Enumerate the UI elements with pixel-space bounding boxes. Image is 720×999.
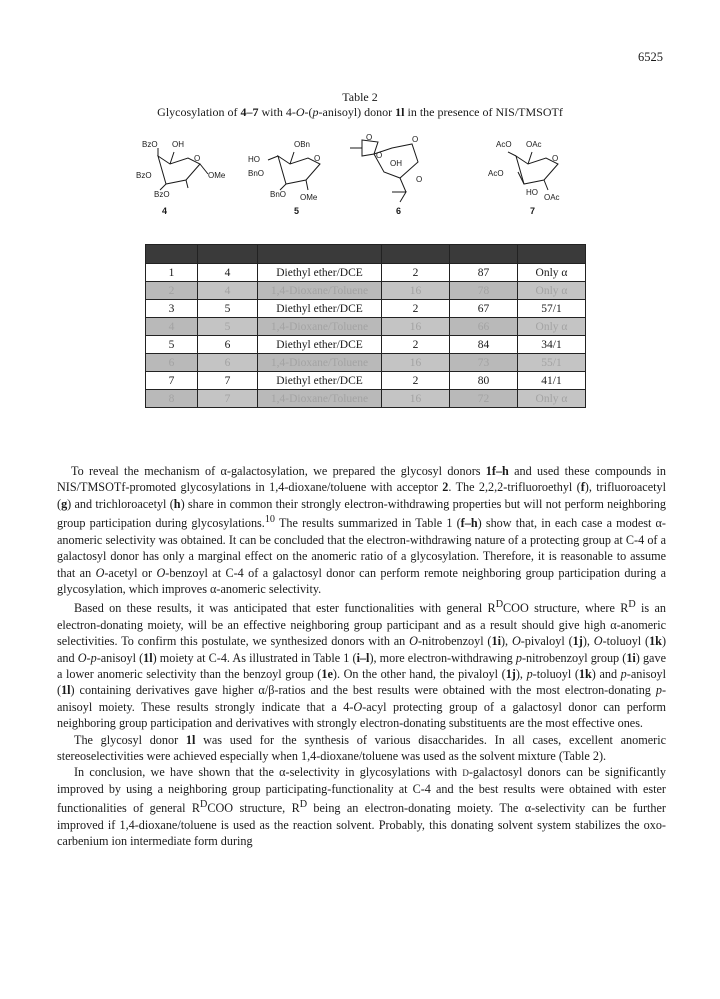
table-cell: 2 [382,300,450,318]
text-run: was used for the synthesis of various disaccharides. In all cases, excellent anomeric stereoselectivities were achieved especially when 1,4-dioxane/toluene was used as the solvent mixture (Table 2). [57,732,666,764]
text-run: 1l [143,650,153,665]
text-run: 1i [491,634,501,649]
table-cell: 7 [198,372,258,390]
table-cell: 2 [382,264,450,282]
text-run: O-p [77,650,97,665]
text-run: 2 [442,480,449,495]
svg-text:O: O [366,134,373,142]
text-run: In conclusion, we have shown that the α-selectivity in glycosylations with [74,765,463,780]
text-run: The glycosyl donor [74,732,186,747]
text-run: To reveal the mechanism of α-galactosylation, we prepared the glycosyl donors [71,464,486,478]
text-run: -toluoyl ( [532,667,579,681]
text-run: ), trifluoroacetyl ( [57,480,666,511]
text-run: ), [515,667,527,681]
table-cell: 7 [146,372,198,390]
table-cell: 7 [198,390,258,408]
text-run: p [620,667,627,681]
text-run: 1i [626,650,636,665]
svg-text:BnO: BnO [270,190,287,199]
text-run: O [95,565,105,580]
table-row [146,354,586,372]
svg-text:BnO: BnO [248,169,265,178]
table-cell: 6 [198,336,258,354]
svg-text:O: O [194,154,201,163]
text-run: -anisoyl moiety. These results strongly indicate that a 4- [57,683,666,714]
paragraph [57,463,666,597]
text-run: 1k [649,634,662,649]
paragraph [57,764,666,849]
text-run: O [511,634,521,649]
text-run: ) gave a lower anomeric selectivity than the benzoyl group ( [57,650,666,681]
text-run: p [526,667,533,681]
table-row [146,282,586,300]
table-label: Table 2 [342,90,378,104]
text-run: -acyl protecting group of a galactosyl donor can perform neighboring group participation and derivatives with strongly electron-donating substituents are the most effective ones. [57,699,666,731]
table-cell: 5 [198,318,258,336]
table-cell: 4 [198,264,258,282]
text-run: 1l [185,732,196,747]
text-run: i–l [356,650,370,665]
table-cell: 1,4-Dioxane/Toluene [258,354,382,372]
table-cell: 3 [146,300,198,318]
text-run: D [495,599,504,611]
table-cell: 16 [382,390,450,408]
table-cell: 2 [382,372,450,390]
text-run: COO structure, R [207,801,300,816]
text-run: . The 2,2,2-trifluoroethyl ( [448,480,581,495]
table-title: Glycosylation of 4–7 with 4-O-(p-anisoyl) donor 1l in the presence of NIS/TMSOTf [157,105,563,119]
text-run: -pivaloyl ( [520,634,573,649]
text-run: 1l [61,683,71,698]
table-cell: 1 [146,264,198,282]
text-run: O [409,634,418,649]
svg-text:HO: HO [526,188,538,197]
text-run: D [299,799,308,811]
text-run: 10 [264,514,275,526]
svg-text:AcO: AcO [496,140,512,149]
table-row [146,336,586,354]
text-run: ). On the other hand, the pivaloyl ( [332,667,506,681]
header-cell [146,245,198,264]
text-run: O [156,565,166,580]
header-cell [450,245,518,264]
table-cell: 2 [382,336,450,354]
table-cell: 72 [450,390,518,408]
svg-text:OH: OH [390,159,402,168]
table-row [146,264,586,282]
table-cell: 1,4-Dioxane/Toluene [258,318,382,336]
text-run: 1f–h [485,464,509,478]
text-run: being an electron-donating moiety. The α-selectivity can be further improved if 1,4-dioxane/toluene is used as the reaction solvent. Probably, this donating solvent system stabilizes the oxo-carbenium ion intermediate form during [57,801,666,849]
table-cell: Diethyl ether/DCE [258,264,382,282]
body-text [57,463,666,850]
text-run: ) and trichloroacetyl ( [67,496,174,511]
table-cell: Only α [518,390,586,408]
svg-text:OAc: OAc [526,140,542,149]
table-header-row [146,245,586,264]
svg-text:O: O [376,151,383,160]
text-run: D [628,599,636,611]
text-run: f–h [460,516,478,531]
table-cell: 6 [146,354,198,372]
text-run: ) share in common their strongly electron-withdrawing properties but will not perform neighboring group participation during glycosylations. [57,496,666,531]
svg-text:O: O [314,154,321,163]
table-cell: 4 [198,282,258,300]
svg-text:O: O [552,154,559,163]
table-cell: 16 [382,282,450,300]
compound-label-7: 7 [530,206,536,216]
text-run: -anisoyl ( [96,650,144,665]
text-run: O [353,699,363,714]
text-run: -nitrobenzoyl group ( [521,650,627,665]
text-run: The results summarized in Table 1 ( [275,516,461,531]
svg-text:HO: HO [248,155,260,164]
svg-text:OMe: OMe [208,171,226,180]
svg-text:BzO: BzO [136,171,152,180]
text-run: ) and [57,634,667,665]
table-cell: 2 [146,282,198,300]
table-cell: 41/1 [518,372,586,390]
table-cell: 80 [450,372,518,390]
svg-text:OH: OH [172,140,184,149]
compound-label-4: 4 [162,206,168,216]
paragraph [57,732,666,765]
table-cell: 67 [450,300,518,318]
table-cell: Only α [518,282,586,300]
glycosylation-table [145,244,586,408]
text-run: and used these compounds in NIS/TMSOTf-promoted glycosylations in 1,4-dioxane/toluene with acceptor [57,464,666,495]
text-run: p [515,650,522,665]
text-run: -benzoyl at C-4 of a galactosyl donor can perform remote neighboring group participation during a glycosylation, which improves α-anomeric selectivity. [57,565,666,596]
svg-text:OMe: OMe [300,193,318,202]
svg-text:OBn: OBn [294,140,311,149]
text-run: -anisoyl ( [57,667,667,698]
table-cell: Only α [518,318,586,336]
table-cell: Diethyl ether/DCE [258,372,382,390]
header-cell [382,245,450,264]
table-cell: 16 [382,354,450,372]
table-cell: 6 [198,354,258,372]
table-row [146,318,586,336]
table-cell: 8 [146,390,198,408]
table-cell: 73 [450,354,518,372]
text-run: ) moiety at C-4. As illustrated in Table 1 ( [152,650,357,665]
table-row [146,390,586,408]
table-cell: 66 [450,318,518,336]
text-run: 1k [578,667,592,681]
text-run: ) containing derivatives gave higher α/β-ratios and the best results were obtained with the most electron-donating [70,683,656,698]
table-cell: 78 [450,282,518,300]
text-run: 1j [572,634,583,649]
structure-6 [350,134,422,216]
svg-text:OAc: OAc [544,193,560,202]
text-run: O [593,634,603,649]
text-run: g [61,496,68,511]
paragraph [57,597,666,731]
text-run: ), [582,634,594,649]
text-run: Based on these results, it was anticipated that ester functionalities with general R [74,601,496,616]
table-cell: 1,4-Dioxane/Toluene [258,390,382,408]
text-run: ) and [591,667,621,681]
svg-text:O: O [416,175,423,184]
table-cell: Diethyl ether/DCE [258,336,382,354]
table-cell: 5 [198,300,258,318]
text-run: is an electron-donating moiety, will be an effective neighboring group participant and as a result should give high α-anomeric selectivities. To confirm this postulate, we synthesized donors with an [57,601,666,649]
svg-text:BzO: BzO [142,140,158,149]
text-run: d [462,765,469,780]
text-run: D [200,799,208,811]
text-run: 1j [505,667,516,681]
compound-label-5: 5 [294,206,300,216]
table-cell: 57/1 [518,300,586,318]
header-cell [198,245,258,264]
structure-4 [136,140,226,216]
svg-text:BzO: BzO [154,190,170,199]
text-run: -acetyl or [104,565,157,580]
table-row [146,300,586,318]
structure-5 [248,140,320,216]
header-cell [518,245,586,264]
table-cell: 1,4-Dioxane/Toluene [258,282,382,300]
table-cell: 84 [450,336,518,354]
text-run: ), more electron-withdrawing [369,650,516,665]
table-cell: 4 [146,318,198,336]
table-cell: 5 [146,336,198,354]
svg-text:AcO: AcO [488,169,504,178]
text-run: -nitrobenzoyl ( [417,634,492,649]
table-cell: 55/1 [518,354,586,372]
text-run: 1e [321,667,333,681]
structure-7 [488,140,560,216]
table-cell: Only α [518,264,586,282]
text-run: h [173,496,181,511]
table-cell: 16 [382,318,450,336]
table-caption [0,90,720,120]
compound-label-6: 6 [396,206,402,216]
table-cell: 34/1 [518,336,586,354]
svg-text:O: O [412,135,419,144]
text-run: COO structure, where R [503,601,629,616]
text-run: ) show that, in each case a modest α-anomeric selectivity was obtained. It can be concluded that the electron-withdrawing nature of a protecting group at C-4 of a galactosyl donor has only a marginal effect on the anomeric ratio of a glycosylation. Therefore, it is reasonable to assume that an [57,516,666,580]
text-run: -toluoyl ( [602,634,650,649]
text-run: ), [500,634,512,649]
table-row [146,372,586,390]
text-run: -galactosyl donors can be significantly improved by using a neighboring group participating-functionality at C-4 and the best results were obtained with ester functionalities of general R [57,765,666,816]
text-run: p [655,683,662,698]
header-cell [258,245,382,264]
table-cell: 87 [450,264,518,282]
table-cell: Diethyl ether/DCE [258,300,382,318]
table-body [146,264,586,408]
page-number: 6525 [638,50,663,64]
text-run: f [580,480,585,495]
acceptor-structures [130,134,600,234]
